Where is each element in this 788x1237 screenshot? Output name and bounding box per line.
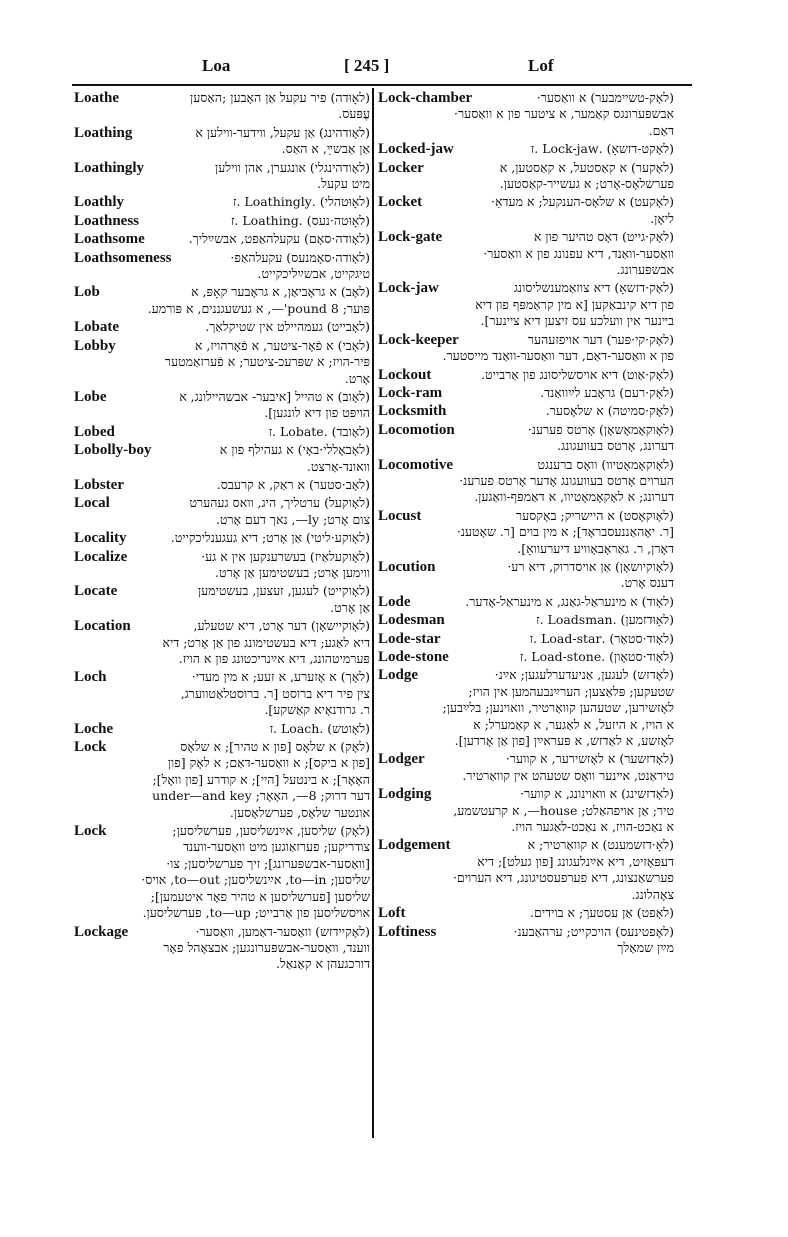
entry-continuation: א הויז, א היזעל, א לאַגער, א קאַמערל; א (473, 716, 674, 732)
entry-definition: (לאָך) א אָזערע, א זעע; א מין מעדי· (191, 669, 370, 685)
entry-first-line (74, 424, 370, 440)
entry-headword: Lobolly-boy (74, 442, 152, 459)
dictionary-entry (74, 583, 370, 616)
entry-definition: (לאָוּטהלי) .Loathingly .ז (232, 194, 370, 210)
entry-first-line (378, 141, 674, 157)
dictionary-entry (378, 229, 674, 278)
entry-continuation: דענס אָרט. (620, 575, 674, 591)
entry-continuation: בײנער אין וועלכע עס זיצען דיא ציינער]. (480, 313, 674, 329)
entry-continuation: הערוים אָרטס בעוועגונג אָדער אָרטס פערענ· (459, 472, 674, 488)
entry-definition: (לאָודהינג) אַן עקעל, ווידער-ווילען א (195, 124, 370, 140)
dictionary-entry (378, 141, 674, 157)
entry-definition: (לאָדזש) לעגען, אַניעדערלעגען; אײַנ· (494, 667, 674, 683)
entry-definition: (לאָק·דזשאָ) דיא צוזאַמענשליסונג (513, 280, 674, 296)
entry-first-line (378, 90, 674, 106)
left-guide-word: Loa (202, 56, 231, 75)
entry-continuation: צין פיר דיא ברוסט [ר. ברוסטלאַטווערג, (180, 685, 370, 701)
entry-headword: Lode-star (378, 630, 441, 647)
dictionary-entry (74, 338, 370, 387)
entry-headword: Lode (378, 593, 411, 610)
dictionary-entry (74, 250, 370, 283)
entry-first-line (74, 213, 370, 229)
entry-definition: (לאָק·קי·פּער) דער אויפזעהער (527, 331, 674, 347)
dictionary-entry (74, 442, 370, 475)
entry-first-line (74, 160, 370, 176)
entry-continuation: פערשאַנצונג, דיא פערפעסטיגונג, דיא הערוים· (452, 870, 674, 886)
entry-definition: (לאָפטינעס) הויכקייט; ערהאַבענ· (513, 923, 674, 939)
entry-first-line (74, 618, 370, 634)
entry-definition: (לאָוקעלאַיז) בעשרענקען אין א גע· (201, 548, 370, 564)
entry-continuation: דערונג, אָרטס בעוועגונג. (557, 438, 674, 454)
entry-continuation: א נאַכט-הויז, א נאַכט-לאַגער הויז. (511, 819, 674, 835)
dictionary-entry (378, 280, 674, 329)
left-column (74, 90, 370, 975)
entry-first-line (378, 367, 674, 383)
entry-first-line (378, 559, 674, 575)
entry-definition: (לאָב) א גראָביאַן, א גראָבער קאָפּ, א (191, 284, 370, 300)
entry-definition: (לאָוב) א טהייל [איבער- אבשהיילונג, א (179, 388, 370, 404)
entry-definition: (לאָוד) א מינעראַל-גאַנג, א מינעראַל-אָדער. (465, 593, 674, 609)
entry-continuation: האָאָר]; א בינטעל [היי]; א קודרע [פון וואָל]; (152, 771, 370, 787)
entry-first-line (74, 389, 370, 405)
dictionary-entry (378, 667, 674, 749)
dictionary-entry (378, 751, 674, 784)
entry-continuation: הויפּט פון דיא לונגען]. (264, 405, 370, 421)
dictionary-entry (74, 618, 370, 667)
dictionary-entry (378, 332, 674, 365)
entry-continuation: אונטער שלאָס, פערשלאָסען. (229, 804, 370, 820)
entry-definition: (לאָבאָללי·באָי) א געהילף פון א (219, 442, 370, 458)
entry-definition: (לאָקעט) א שלאָס-הענקעל; א מעדאַ· (491, 194, 674, 210)
dictionary-entry (378, 385, 674, 401)
entry-definition: (לאָק) א שלאָס [פון א טהיר]; א שלאָס (180, 739, 370, 755)
entry-definition: (לאָ·דזשמענט) א קוואַרטיר; א (527, 837, 674, 853)
entry-first-line (74, 669, 370, 685)
dictionary-entry (378, 422, 674, 455)
entry-definition: (לאָק·גייט) דאָס טהיער פון א (533, 229, 674, 245)
entry-continuation: אַן אָרט. (330, 599, 370, 615)
entry-definition: (לאָב·סטער) א ראַק, א קרעבס. (216, 476, 370, 492)
dictionary-entry (74, 319, 370, 335)
entry-definition: (לאָקיידזש) וואַסער-דאַמען, וואַסער· (195, 923, 370, 939)
dictionary-entry (378, 924, 674, 957)
entry-headword: Locality (74, 530, 127, 547)
entry-headword: Lodgement (378, 837, 451, 854)
entry-definition: (לאָודה·סאָם) עקעלהאַפט, אבשײַליך. (188, 231, 370, 247)
entry-definition: (לאָק-טשיימבער) א וואַסער· (536, 90, 674, 105)
entry-definition: (לאָפט) אַן עסטעך; א בוידים. (529, 905, 674, 921)
dictionary-entry (378, 457, 674, 506)
entry-headword: Lodging (378, 786, 432, 803)
entry-first-line (74, 495, 370, 511)
entry-continuation: פּערמיטהונג, דיא אײַנריכטונג פון א הויז. (178, 651, 370, 666)
entry-first-line (378, 649, 674, 665)
entry-first-line (74, 319, 370, 335)
entry-headword: Lock (74, 739, 107, 756)
entry-headword: Locust (378, 507, 422, 524)
entry-headword: Lobe (74, 388, 107, 405)
entry-headword: Lobed (74, 423, 115, 440)
entry-continuation: ווענד, וואַסער-אבשפּערונגען; אבצאָהל פאָר (163, 939, 370, 955)
entry-continuation: מײַן שמאַלך (617, 939, 674, 955)
entry-first-line (74, 530, 370, 546)
column-divider (372, 88, 374, 1138)
entry-definition: (לאָק) שליסען, אײַנשליסען, פערשליסען; (172, 823, 370, 839)
entry-definition: (לאָוקייט) לעגען, זעצען, בעשטימען (197, 583, 370, 599)
entry-headword: Locate (74, 583, 118, 600)
entry-definition: (לאָדזשער) א לאָזשירער, א קווער· (505, 751, 674, 767)
entry-headword: Locomotion (378, 421, 455, 438)
entry-first-line (378, 229, 674, 245)
entry-headword: Locker (378, 159, 424, 176)
entry-continuation: עֶפּעס. (338, 106, 370, 122)
entry-definition: (לאָוקיישאָן) דער אָרט, דיא שטעלע, (193, 618, 370, 634)
entry-headword: Locomotive (378, 456, 453, 473)
entry-first-line (378, 332, 674, 348)
entry-headword: Loathness (74, 212, 140, 229)
entry-first-line (378, 594, 674, 610)
entry-headword: Lode-stone (378, 649, 449, 665)
dictionary-entry (378, 631, 674, 647)
entry-first-line (74, 250, 370, 266)
entry-first-line (378, 403, 674, 419)
entry-continuation: [פון א ביקס]; א וואַסער-דאַם; א לאָק [פון (167, 755, 370, 771)
entry-definition: (לאָבייט) געמהיילט אין שטיקלאַך. (205, 319, 370, 335)
entry-continuation: טיראַנט, אײנער וואָס שטעהט אין קוואַרטיר. (462, 767, 674, 783)
entry-headword: Local (74, 495, 110, 512)
dictionary-entry (74, 194, 370, 210)
entry-definition: (לאָוקעל) ערטליך, היג, וואס געהערט (189, 495, 370, 511)
entry-continuation: אבשפּערונג. (616, 262, 674, 278)
entry-first-line (74, 284, 370, 300)
dictionary-entry (378, 90, 674, 139)
entry-first-line (378, 422, 674, 438)
dictionary-entry (378, 594, 674, 610)
dictionary-entry (74, 424, 370, 440)
dictionary-entry (74, 90, 370, 123)
entry-continuation: אַן אַבשײַ, א האַס. (281, 141, 370, 157)
entry-headword: Locution (378, 558, 436, 575)
dictionary-entry (378, 837, 674, 903)
entry-continuation: פּיר-הויז; א שפּרעכ-ציטער; א פֿערזאַמטער (164, 354, 370, 370)
entry-first-line (74, 442, 370, 458)
entry-definition: (לאָק·רעם) גראָבע לײַוואַנד. (540, 384, 674, 400)
dictionary-entry (378, 786, 674, 835)
dictionary-entry (378, 649, 674, 665)
entry-headword: Lobby (74, 337, 116, 354)
entry-continuation: דאָרן, ר. גאַראָבאָוויע דיערעוואָ]. (517, 540, 674, 556)
dictionary-entry (74, 284, 370, 317)
entry-headword: Lockout (378, 366, 432, 383)
entry-continuation: דאַם. (648, 122, 674, 138)
entry-first-line (74, 739, 370, 755)
entry-continuation: ליאָן. (650, 210, 674, 226)
entry-definition: (לאָוקיושאָן) אַן אויסדרוק, דיא רע· (507, 558, 674, 574)
entry-definition: (לאָודה·סאָמנעס) עקעלהאַפ· (230, 249, 370, 265)
entry-headword: Lock-jaw (378, 280, 439, 297)
entry-headword: Loft (378, 905, 406, 922)
entry-continuation: פון א וואַסער-דאַם, דער וואַסער-וואַנד מייסטער. (442, 348, 674, 364)
dictionary-entry (378, 194, 674, 227)
entry-first-line (74, 231, 370, 247)
dictionary-entry (74, 924, 370, 973)
dictionary-entry (74, 721, 370, 737)
dictionary-entry (378, 612, 674, 628)
entry-definition: (לאָוקאָמאָטיוו) וואָס ברענגט (537, 456, 674, 472)
entry-continuation: טיר; אַן אויפהאַלט; house—, א קרעטשמע, (453, 802, 674, 818)
entry-headword: Lock-keeper (378, 331, 459, 348)
entry-headword: Locket (378, 194, 423, 211)
entry-first-line (378, 508, 674, 524)
entry-definition: (לאָק·סמיטה) א שלאָסער. (545, 403, 674, 419)
entry-continuation: [ר. יאָהאַננעסבראָד]; א מין בוים [ר. שאָטענ· (456, 524, 674, 540)
entry-definition: (לאָבי) א פֿאָר-ציטער, א פֿאָרהויז, א (194, 337, 370, 353)
entry-definition: (לאָוד·סטאַר) .Load-star .ז (529, 630, 674, 646)
entry-headword: Loathsomeness (74, 249, 172, 266)
dictionary-entry (74, 389, 370, 422)
entry-continuation: דער דרוק; 8—, האָאָר; under—and key (152, 788, 370, 804)
entry-headword: Lob (74, 284, 100, 301)
entry-headword: Loch (74, 669, 107, 686)
entry-first-line (74, 125, 370, 141)
entry-first-line (378, 837, 674, 853)
entry-continuation: דורכגעהן א קאַנאַל. (275, 956, 370, 972)
entry-headword: Loathe (74, 90, 119, 106)
entry-definition: (לאָוּדזמען) .Loadsman .ז (536, 612, 674, 628)
entry-definition: (לאָוקע·ליטי) אַן אָרט; דיא געגענליכקייט. (170, 530, 370, 546)
header-rule (72, 84, 692, 86)
entry-continuation: דעפּאָזיט, דיא אײַנלעגונג [פון געלט]; דיא (477, 853, 674, 869)
dictionary-entry (74, 669, 370, 718)
entry-first-line (74, 924, 370, 940)
entry-first-line (378, 905, 674, 921)
dictionary-entry (74, 231, 370, 247)
entry-definition: (לאָק·אַוט) דיא אויסשליסונג פון אַרבייט. (481, 366, 674, 382)
entry-continuation: שליסען; to—in, אײַנשליסען; to—out, אויס· (141, 872, 370, 888)
entry-first-line (378, 457, 674, 473)
entry-first-line (378, 612, 674, 628)
entry-continuation: פון דיא קינבאַקען [א מין קראַמפּף פון דיא (475, 296, 674, 312)
dictionary-entry (74, 495, 370, 528)
entry-first-line (378, 786, 674, 802)
entry-headword: Lodge (378, 667, 419, 684)
entry-first-line (378, 751, 674, 767)
entry-first-line (74, 721, 370, 737)
entry-continuation: ווימען אָרט; בעשטימען אַן אָרט. (215, 564, 370, 580)
dictionary-entry (74, 125, 370, 158)
dictionary-entry (74, 477, 370, 493)
entry-definition: (לאָובד) .Lobate .ז (268, 423, 370, 439)
entry-headword: Lockage (74, 923, 129, 940)
entry-headword: Locksmith (378, 403, 447, 420)
entry-headword: Lock-gate (378, 229, 443, 246)
entry-continuation: דיא לאַגע; דיא בעשטימונג פון אַן אָרט; דיא (162, 634, 370, 650)
right-guide-word: Lof (528, 56, 554, 75)
entry-headword: Loathsome (74, 231, 145, 248)
dictionary-entry (74, 823, 370, 921)
entry-continuation: צודריקען; פערזאַוגען מיט וואַסער-ווענד (183, 839, 370, 855)
entry-first-line (74, 194, 370, 210)
entry-definition: (לאָוקאָמאָשאָן) אָרטס פערענ· (527, 421, 674, 437)
dictionary-entry (74, 530, 370, 546)
dictionary-entry (74, 739, 370, 821)
page-header (72, 56, 692, 80)
dictionary-entry (378, 905, 674, 921)
entry-continuation: אָרט. (344, 370, 370, 386)
dictionary-entry (378, 160, 674, 193)
entry-definition: (לאָוד·סטאָון) .Load-stone .ז (519, 649, 674, 664)
dictionary-entry (378, 403, 674, 419)
entry-headword: Lodesman (378, 612, 445, 629)
entry-continuation: טיגקייט, אבשײַליכקייט. (257, 266, 370, 282)
page-number: [ 245 ] (344, 56, 390, 75)
entry-headword: Loathing (74, 124, 133, 141)
entry-first-line (378, 667, 674, 683)
entry-continuation: פּוער; pound 8'—, א געשעגננים, א פּורמע. (147, 300, 370, 316)
entry-definition: (לאָדזשינג) א וואוינונג, א קווער· (520, 786, 674, 802)
entry-first-line (74, 549, 370, 565)
dictionary-entry (74, 549, 370, 582)
entry-continuation: לאָזשירען, שטעהען קוואַרטיר, וואוינען; בלײַבען; (442, 700, 674, 716)
entry-first-line (74, 338, 370, 354)
entry-continuation: ר. גרודנאָיא קאַשקע]. (264, 702, 370, 718)
entry-continuation: פערשלאָס-אָרט; א געשייר-קאַסטען. (499, 176, 674, 192)
dictionary-entry (378, 508, 674, 557)
entry-first-line (74, 823, 370, 839)
dictionary-entry (74, 160, 370, 193)
entry-first-line (74, 583, 370, 599)
entry-headword: Lock-ram (378, 384, 443, 401)
entry-continuation: שטעקען; פּלאַצען; הערײַנבעהמען אין הויז; (468, 683, 674, 699)
entry-first-line (378, 631, 674, 647)
dictionary-entry (378, 367, 674, 383)
entry-headword: Lobster (74, 476, 124, 493)
entry-continuation: צום אָרט; ly—, נאך דעם אָרט. (215, 511, 370, 527)
entry-continuation: וואונד-אַרצט. (306, 458, 370, 474)
dictionary-entry (378, 559, 674, 592)
entry-headword: Loftiness (378, 923, 437, 940)
entry-headword: Loche (74, 720, 114, 737)
entry-continuation: דערונג; א לאָקאָמאָטיוו, א דאַמפּף-וואַגען. (474, 489, 674, 505)
entry-first-line (378, 160, 674, 176)
entry-continuation: שליסען [פערשליסען א טהיר פאָר איטעמען]; (150, 888, 370, 904)
entry-first-line (378, 385, 674, 401)
entry-headword: Localize (74, 548, 128, 565)
entry-continuation: אויסשליסען פון אַרבייט; to—up, פערשליסען. (142, 905, 370, 921)
entry-first-line (74, 477, 370, 493)
entry-definition: (לאָוטש) .Loach .ז (269, 720, 370, 736)
entry-definition: (לאָקער) א קאַסטעל, א קאַסטען, א (499, 159, 674, 175)
entry-definition: (לאָודהינגלי) אונגערן, אהן ווילען (215, 159, 370, 175)
dictionary-entry (74, 213, 370, 229)
entry-continuation: צאָהלונג. (631, 886, 674, 902)
entry-headword: Lock-chamber (378, 90, 473, 106)
entry-first-line (378, 280, 674, 296)
entry-first-line (378, 194, 674, 210)
entry-first-line (378, 924, 674, 940)
entry-definition: (לאָקט-דזשאָ) .Lock-jaw .ז (530, 141, 674, 157)
entry-headword: Loathingly (74, 159, 145, 176)
entry-continuation: [וואַסער-אבשפּערונג]; זיך פערשליסען; צו· (166, 855, 370, 871)
entry-headword: Loathly (74, 194, 125, 211)
entry-continuation: לאָזשע, א לאַדזש, א פּעראײַן [פון אַן אָרדען]. (454, 733, 674, 749)
entry-first-line (74, 90, 370, 106)
entry-continuation: וואַסער-וואַנד, דיא עפנונג פון א וואַסער· (483, 245, 674, 261)
entry-headword: Lodger (378, 751, 425, 768)
entry-headword: Location (74, 618, 131, 635)
entry-definition: (לאָוּטה·נעס) .Loathing .ז (230, 212, 370, 228)
entry-headword: Locked-jaw (378, 141, 454, 158)
entry-headword: Lobate (74, 319, 119, 336)
entry-headword: Lock (74, 823, 107, 840)
entry-definition: (לאָוקאָסט) א היישריק; באָקסער (515, 507, 674, 523)
entry-definition: (לאָוּדה) פיר עקעל אַן האָבען ;האַסען (190, 90, 370, 105)
entry-continuation: אבשפּערונגס קאַמער, א ציטער פון א וואַסער· (454, 106, 674, 122)
entry-continuation: מיט עקעל. (317, 176, 370, 192)
right-column (378, 90, 674, 958)
